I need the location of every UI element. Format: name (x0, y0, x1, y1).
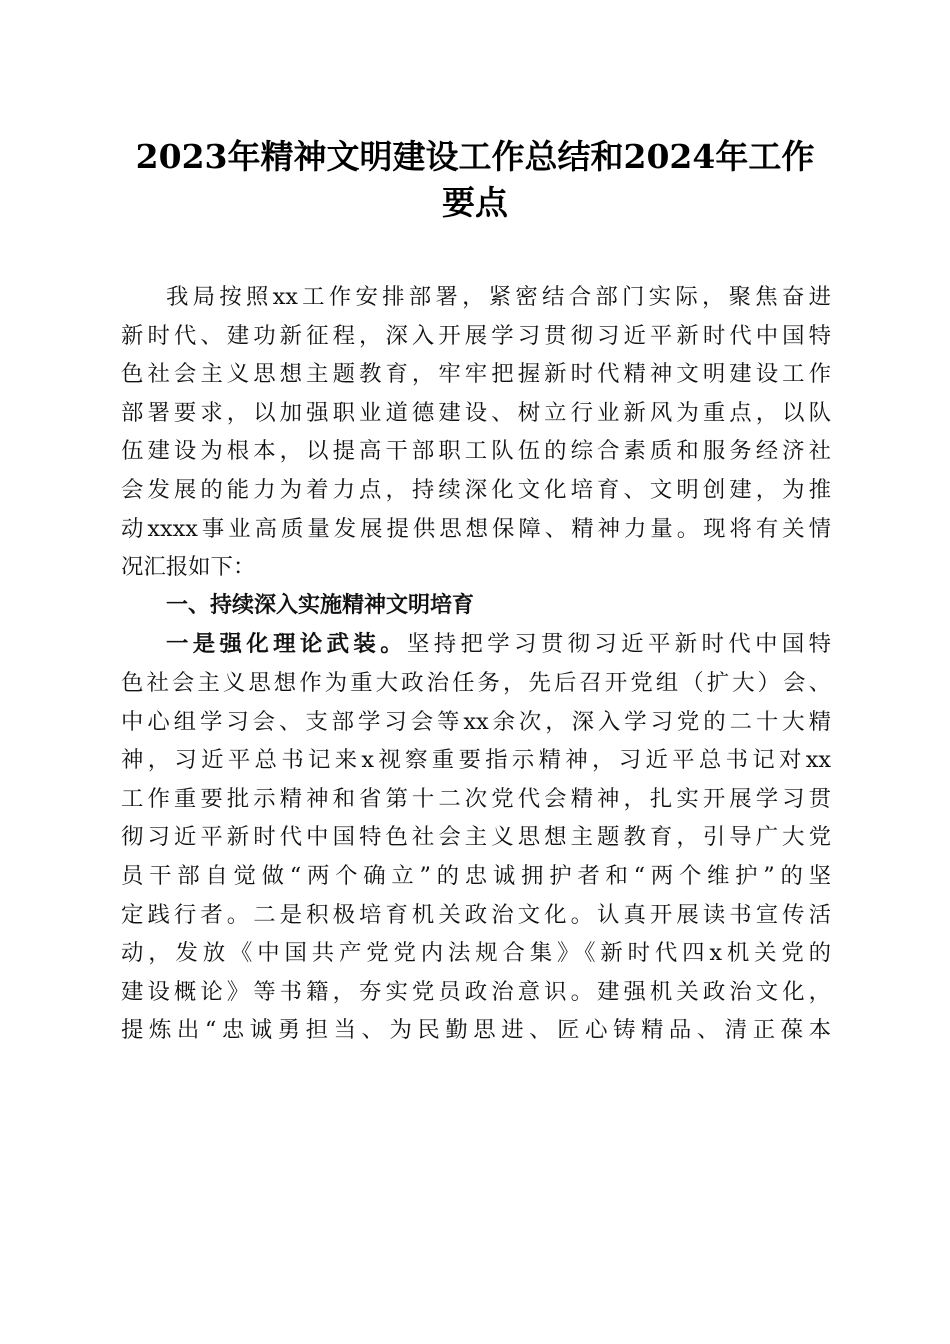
section1-paragraph-line: 定践行者。二是积极培育机关政治文化。认真开展读书宣传活 (121, 901, 831, 928)
intro-paragraph-line: 伍建设为根本，以提高干部职工队伍的综合素质和服务经济社 (121, 438, 831, 465)
section1-paragraph-line: 建设概论》等书籍，夯实党员政治意识。建强机关政治文化， (121, 978, 831, 1005)
section1-paragraph-line (121, 625, 831, 664)
intro-paragraph-line: 我局按照xx工作安排部署，紧密结合部门实际，聚焦奋进 (166, 284, 831, 310)
section1-paragraph-line: 员干部自觉做“两个确立”的忠诚拥护者和“两个维护”的坚 (121, 862, 831, 889)
section1-paragraph-line: 动，发放《中国共产党党内法规合集》《新时代四x机关党的 (121, 940, 831, 967)
section1-paragraph-line: 中心组学习会、支部学习会等xx余次，深入学习党的二十大精 (121, 708, 831, 735)
section1-lead-text: 一是强化理论武装。 (166, 631, 407, 658)
section1-paragraph-line: 工作重要批示精神和省第十二次党代会精神，扎实开展学习贯 (121, 785, 831, 812)
section1-paragraph-line: 彻习近平新时代中国特色社会主义思想主题教育，引导广大党 (121, 824, 831, 851)
intro-paragraph-line: 况汇报如下： (121, 554, 256, 581)
intro-paragraph-line: 新时代、建功新征程，深入开展学习贯彻习近平新时代中国特 (121, 322, 831, 349)
document-title (60, 134, 890, 226)
section1-line-text: 坚持把学习贯彻习近平新时代中国特 (406, 631, 832, 658)
intro-paragraph-line: 色社会主义思想主题教育，牢牢把握新时代精神文明建设工作 (121, 361, 831, 388)
intro-paragraph-line: 会发展的能力为着力点，持续深化文化培育、文明创建，为推 (121, 476, 831, 503)
document-body (121, 278, 831, 1050)
title-line-1: 2023年精神文明建设工作总结和2024年工作 (135, 137, 815, 176)
section1-paragraph-line: 神，习近平总书记来x视察重要指示精神，习近平总书记对xx (121, 747, 831, 774)
section1-paragraph-line: 色社会主义思想作为重大政治任务，先后召开党组（扩大）会、 (121, 669, 831, 696)
intro-paragraph-line: 部署要求，以加强职业道德建设、树立行业新风为重点，以队 (121, 399, 831, 426)
title-line-2: 要点 (442, 183, 508, 222)
section1-paragraph-line: 提炼出“忠诚勇担当、为民勤思进、匠心铸精品、清正葆本 (121, 1017, 831, 1044)
intro-paragraph-line: 动xxxx事业高质量发展提供思想保障、精神力量。现将有关情 (121, 515, 831, 542)
section-heading-1: 一、持续深入实施精神文明培育 (166, 592, 475, 618)
